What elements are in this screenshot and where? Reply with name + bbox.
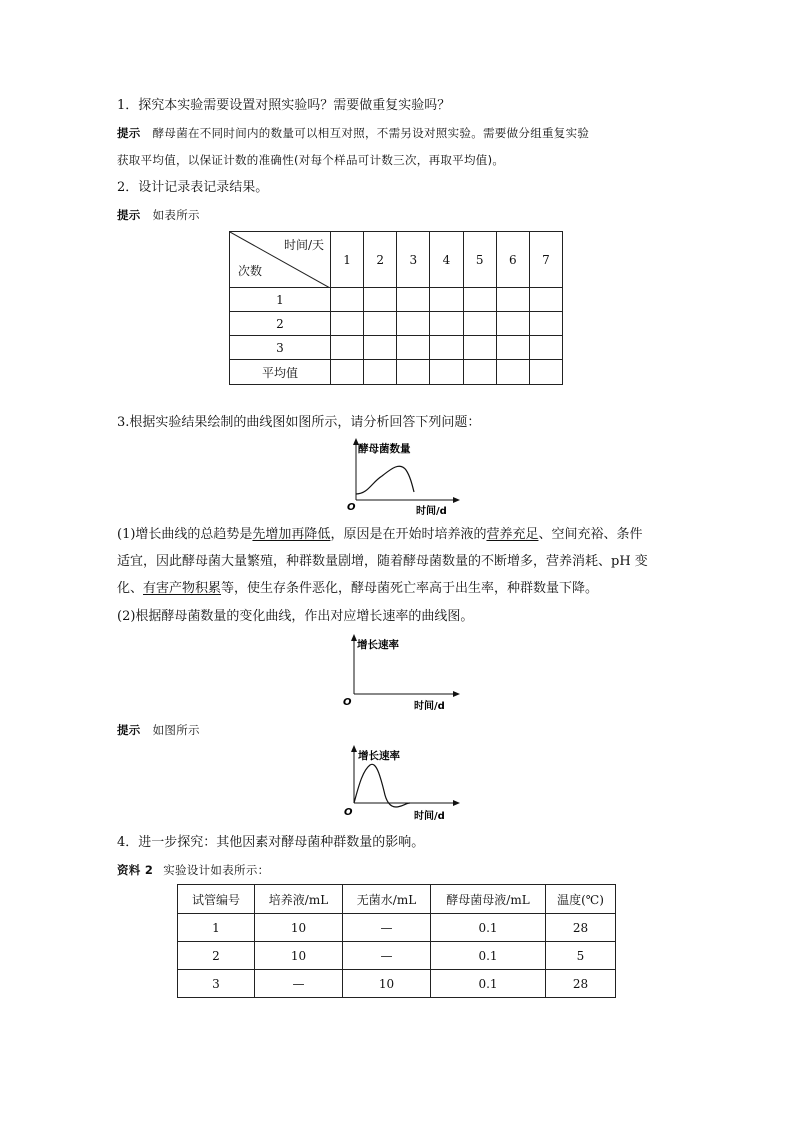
table-cell: 1 <box>178 914 255 942</box>
q1-question: 1．探究本实验需要设置对照实验吗？需要做重复实验吗？ <box>117 98 451 113</box>
text-segment: (1)增长曲线的总趋势是 <box>117 527 253 542</box>
graph1-ylabel: 酵母菌数量 <box>358 443 411 455</box>
col-header: 2 <box>364 232 397 288</box>
table-cell <box>463 312 496 336</box>
table-row <box>230 336 563 360</box>
col-header: 试管编号 <box>178 885 255 914</box>
col-header: 4 <box>430 232 463 288</box>
table-cell <box>496 288 529 312</box>
graph3-ylabel: 增长速率 <box>358 750 400 762</box>
table-row <box>178 942 616 970</box>
table-cell <box>529 288 562 312</box>
row-header: 1 <box>230 288 331 312</box>
table-cell <box>496 336 529 360</box>
table-cell: 0.1 <box>431 970 546 998</box>
graph3-origin: O <box>344 807 353 818</box>
table-cell: 5 <box>546 942 616 970</box>
row-header: 3 <box>230 336 331 360</box>
table-cell <box>430 288 463 312</box>
col-header: 酵母菌母液/mL <box>431 885 546 914</box>
text-segment: 等，使生存条件恶化，酵母菌死亡率高于出生率，种群数量下降。 <box>221 581 599 596</box>
rate-answer-graph <box>344 745 466 825</box>
table-cell: — <box>255 970 343 998</box>
text-segment: 化、 <box>117 581 144 596</box>
hint-label: 提示 <box>117 208 141 222</box>
table-cell: 10 <box>255 914 343 942</box>
table-cell <box>331 312 364 336</box>
col-header: 3 <box>397 232 430 288</box>
table-cell: 28 <box>546 914 616 942</box>
population-curve <box>356 466 414 494</box>
table-cell <box>529 336 562 360</box>
header-time: 时间/天 <box>283 238 324 252</box>
hint-text: 如图所示 <box>152 723 200 737</box>
graph1-origin: O <box>347 502 356 513</box>
row-header: 2 <box>230 312 331 336</box>
q1-answer-line2: 获取平均值，以保证计数的准确性(对每个样品可计数三次，再取平均值)。 <box>117 153 505 167</box>
graph2-xlabel: 时间/d <box>414 701 445 712</box>
table-cell: 3 <box>178 970 255 998</box>
hint-text: 酵母菌在不同时间内的数量可以相互对照，不需另设对照实验。需要做分组重复实验 <box>152 126 590 140</box>
q4-question: 4．进一步探究：其他因素对酵母菌种群数量的影响。 <box>117 835 425 850</box>
col-header: 7 <box>529 232 562 288</box>
graph3-xlabel: 时间/d <box>414 811 445 822</box>
q2-question: 2．设计记录表记录结果。 <box>117 180 269 195</box>
population-graph <box>344 438 464 516</box>
table-cell <box>463 336 496 360</box>
table-row <box>178 914 616 942</box>
q3-subquestion-2: (2)根据酵母菌数量的变化曲线，作出对应增长速率的曲线图。 <box>117 609 474 624</box>
table-cell: — <box>343 942 431 970</box>
table-cell <box>430 360 463 385</box>
col-header: 1 <box>331 232 364 288</box>
material-2 <box>117 861 269 879</box>
diagonal-header-cell <box>230 232 331 288</box>
graph1-xlabel: 时间/d <box>416 506 447 516</box>
table-header-row <box>178 885 616 914</box>
text-segment: 、空间充裕、条件 <box>538 527 643 542</box>
graph2-origin: O <box>343 697 352 708</box>
table-row <box>230 288 563 312</box>
table-cell <box>496 360 529 385</box>
table-cell: — <box>343 914 431 942</box>
table-cell: 2 <box>178 942 255 970</box>
q1-answer-line1 <box>117 124 589 142</box>
row-header: 平均值 <box>230 360 331 385</box>
blank-rate-graph <box>342 634 464 712</box>
record-table <box>229 231 563 385</box>
table-cell: 0.1 <box>431 942 546 970</box>
col-header: 温度(℃) <box>546 885 616 914</box>
table-cell <box>331 336 364 360</box>
underlined-answer: 营养充足 <box>486 527 539 542</box>
q3-hint <box>117 721 200 739</box>
table-cell: 10 <box>255 942 343 970</box>
material-text: 实验设计如表所示： <box>163 863 270 877</box>
table-cell <box>430 336 463 360</box>
table-cell <box>463 360 496 385</box>
table-cell <box>397 288 430 312</box>
table-cell <box>364 336 397 360</box>
table-cell <box>529 360 562 385</box>
table-cell <box>364 288 397 312</box>
hint-label: 提示 <box>117 126 141 140</box>
table-cell <box>331 288 364 312</box>
graph2-ylabel: 增长速率 <box>357 639 399 651</box>
table-row <box>230 360 563 385</box>
table-cell <box>364 312 397 336</box>
hint-label: 提示 <box>117 723 141 737</box>
table-cell <box>397 336 430 360</box>
growth-rate-curve <box>354 764 410 807</box>
table-cell <box>463 288 496 312</box>
table-row <box>178 970 616 998</box>
table-cell <box>397 312 430 336</box>
table-cell <box>529 312 562 336</box>
header-count: 次数 <box>238 264 263 278</box>
table-row <box>230 312 563 336</box>
experiment-table <box>177 884 616 998</box>
text-segment: ，原因是在开始时培养液的 <box>330 527 487 542</box>
table-cell <box>331 360 364 385</box>
table-cell: 0.1 <box>431 914 546 942</box>
underlined-answer: 先增加再降低 <box>252 527 331 542</box>
col-header: 无菌水/mL <box>343 885 431 914</box>
q3-para-line3 <box>117 580 598 598</box>
col-header: 培养液/mL <box>255 885 343 914</box>
table-cell <box>397 360 430 385</box>
hint-text: 如表所示 <box>152 208 200 222</box>
col-header: 5 <box>463 232 496 288</box>
q2-hint <box>117 206 200 224</box>
table-cell: 28 <box>546 970 616 998</box>
table-cell <box>496 312 529 336</box>
table-cell <box>364 360 397 385</box>
underlined-answer: 有害产物积累 <box>143 581 222 596</box>
q3-para-line2: 适宜，因此酵母菌大量繁殖，种群数量剧增，随着酵母菌数量的不断增多，营养消耗、pH 变 <box>117 554 648 569</box>
q3-para-line1 <box>117 526 642 544</box>
table-cell <box>430 312 463 336</box>
q3-question: 3.根据实验结果绘制的曲线图如图所示，请分析回答下列问题： <box>117 415 481 430</box>
table-cell: 10 <box>343 970 431 998</box>
material-label: 资料 2 <box>117 863 154 877</box>
col-header: 6 <box>496 232 529 288</box>
